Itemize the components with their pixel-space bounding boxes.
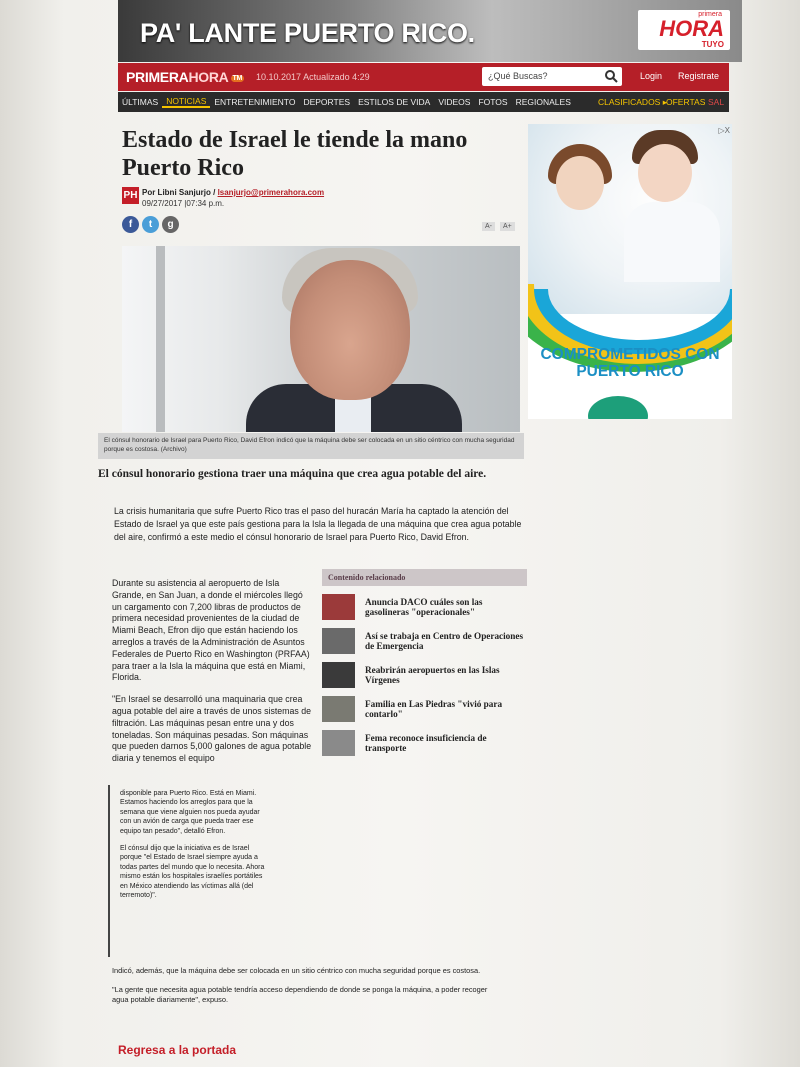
body-paragraph-3: disponible para Puerto Rico. Está en Miami. Estamos haciendo los arreglos para que la semana que viene alguien nos pueda ayudar con un avión de carga que pueda traer ese equipo tan pesado", detalló Efron. [120, 790, 260, 835]
nav-ofertas[interactable]: OFERTAS [666, 97, 706, 107]
body-paragraph-2: "En Israel se desarrolló una maquinaria que crea agua potable del aire a través de unos sistemas de filtración. Las máquinas pesan entre una y dos toneladas. Son máquinas pesadas. Son máquinas que pueden darnos 5,000 galones de agua potable diaria y tenemos el equipo [112, 694, 312, 764]
related-thumbnail[interactable] [322, 730, 355, 756]
photo-caption: El cónsul honorario de Israel para Puerto Rico, David Efron indicó que la máquina debe ser colocada en un sitio céntrico con mucha seguridad porque es costosa. (Archivo) [98, 433, 524, 459]
article-timestamp: 09/27/2017 |07:34 p.m. [142, 199, 225, 208]
nav-item-fotos[interactable]: FOTOS [478, 97, 508, 107]
share-buttons [122, 216, 179, 233]
related-item[interactable] [322, 696, 527, 722]
ad-text: COMPROMETIDOS CON PUERTO RICO [540, 346, 720, 380]
related-title[interactable]: Anuncia DACO cuáles son las gasolineras "operacionales" [365, 597, 483, 617]
related-thumbnail[interactable] [322, 696, 355, 722]
related-title[interactable]: Familia en Las Piedras "vivió para contarlo" [365, 699, 503, 719]
byline [122, 187, 324, 209]
nav-item-regionales[interactable]: REGIONALES [515, 97, 571, 107]
nav-item-estilos[interactable]: ESTILOS DE VIDA [358, 97, 431, 107]
font-size-controls [482, 222, 520, 231]
header-date: 10.10.2017 Actualizado 4:29 [256, 72, 370, 82]
related-title[interactable]: Reabrirán aeropuertos en las Islas Vírgenes [365, 665, 500, 685]
nav-item-videos[interactable]: VIDEOS [438, 97, 471, 107]
article-photo [122, 246, 520, 432]
article-body-column [112, 578, 312, 775]
related-item[interactable] [322, 594, 527, 620]
byline-text [142, 187, 324, 209]
author-logo: PH [122, 187, 139, 204]
logo-tag-text: TUYO [701, 40, 724, 49]
brand-hora: HORA [188, 69, 229, 85]
ad-nurse-coat [624, 202, 720, 282]
brand-primera: PRIMERA [126, 69, 189, 85]
article-body-continued [108, 785, 276, 957]
site-header [118, 63, 729, 91]
ad-girl-face [556, 156, 604, 210]
nav-item-noticias[interactable]: NOTICIAS [162, 96, 210, 108]
article-body-end [112, 966, 492, 1014]
article-intro: La crisis humanitaria que sufre Puerto Rico tras el paso del huracán María ha captado la atención del Estado de Israel ya que este país gestiona para la Isla la llegada de una máquina que crea agua potable del aire, confirmó a este medio el cónsul honorario de Israel para Puerto Rico, David Efron. [114, 506, 522, 542]
related-thumbnail[interactable] [322, 628, 355, 654]
related-item[interactable] [322, 730, 527, 756]
related-heading: Contenido relacionado [322, 569, 527, 586]
top-banner-ad[interactable] [118, 0, 742, 62]
hora-logo [638, 10, 730, 50]
back-to-home-link[interactable]: Regresa a la portada [118, 1043, 237, 1057]
related-thumbnail[interactable] [322, 662, 355, 688]
logo-big-text: HORA [659, 16, 724, 41]
body-paragraph-5: Indicó, además, que la máquina debe ser colocada en un sitio céntrico con mucha seguridad porque es costosa. [112, 966, 481, 975]
font-decrease-button[interactable]: A- [482, 222, 495, 231]
body-paragraph-4: El cónsul dijo que la iniciativa es de Israel porque "el Estado de Israel siempre ayuda a todas partes del mundo que lo necesita. Ahora mismo están los hospitales israelíes portátiles en México atendiendo las víctimas allá (del terremoto)". [120, 845, 265, 900]
body-paragraph-6: "La gente que necesita agua potable tendría acceso dependiendo de donde se ponga la máquina, a poder recoger agua potable diariamente", expuso. [112, 985, 488, 1004]
search-icon[interactable] [604, 69, 618, 83]
site-logo[interactable] [126, 69, 244, 85]
login-link[interactable]: Login [640, 71, 663, 81]
nav-item-ultimas[interactable]: ÚLTIMAS [122, 97, 159, 107]
related-title[interactable]: Fema reconoce insuficiencia de transporte [365, 733, 487, 753]
nav-item-entretenimiento[interactable]: ENTRETENIMIENTO [214, 97, 296, 107]
font-increase-button[interactable]: A+ [500, 222, 515, 231]
related-item[interactable] [322, 662, 527, 688]
sidebar-ad[interactable] [528, 124, 732, 419]
related-content [322, 569, 527, 756]
banner-text: PA' LANTE PUERTO RICO. [140, 18, 475, 48]
related-thumbnail[interactable] [322, 594, 355, 620]
nav-extra[interactable]: SAL [708, 97, 725, 107]
article-title: Estado de Israel le tiende la mano Puerto Rico [122, 127, 468, 181]
author-email-link[interactable]: lsanjurjo@primerahora.com [217, 188, 325, 197]
ad-close-icon[interactable]: ▷X [718, 126, 730, 135]
nav-item-deportes[interactable]: DEPORTES [303, 97, 351, 107]
logo-small-text: primera [698, 11, 722, 18]
main-nav [118, 92, 729, 112]
photo-background-pole [156, 246, 165, 432]
google-plus-icon[interactable]: g [162, 216, 179, 233]
related-title[interactable]: Así se trabaja en Centro de Operaciones de Emergencia [365, 631, 524, 651]
related-item[interactable] [322, 628, 527, 654]
register-link[interactable]: Registrate [678, 71, 720, 81]
article-lead: El cónsul honorario gestiona traer una máquina que crea agua potable del aire. [98, 468, 487, 480]
twitter-icon[interactable]: t [142, 216, 159, 233]
ad-nurse-face [638, 144, 692, 202]
ad-logo [588, 396, 648, 419]
facebook-icon[interactable]: f [122, 216, 139, 233]
nav-clasificados[interactable]: CLASIFICADOS ▸ [598, 97, 667, 107]
author-name: Por Libni Sanjurjo / [142, 188, 218, 197]
photo-face [290, 260, 410, 400]
search-placeholder: ¿Qué Buscas? [488, 71, 548, 81]
brand-badge: TM [232, 74, 243, 82]
search-input[interactable] [482, 67, 622, 86]
body-paragraph-1: Durante su asistencia al aeropuerto de Isla Grande, en San Juan, a donde el miércoles llegó un cargamento con 7,200 libras de productos de primera necesidad provenientes de la ciudad de Miami Beach, Efron dijo que están haciendo los arreglos a través de la Administración de Asuntos Federales de Puerto Rico en Washington (PRFAA) para traer a la Isla la máquina que está en Miami, Florida. [112, 578, 310, 683]
